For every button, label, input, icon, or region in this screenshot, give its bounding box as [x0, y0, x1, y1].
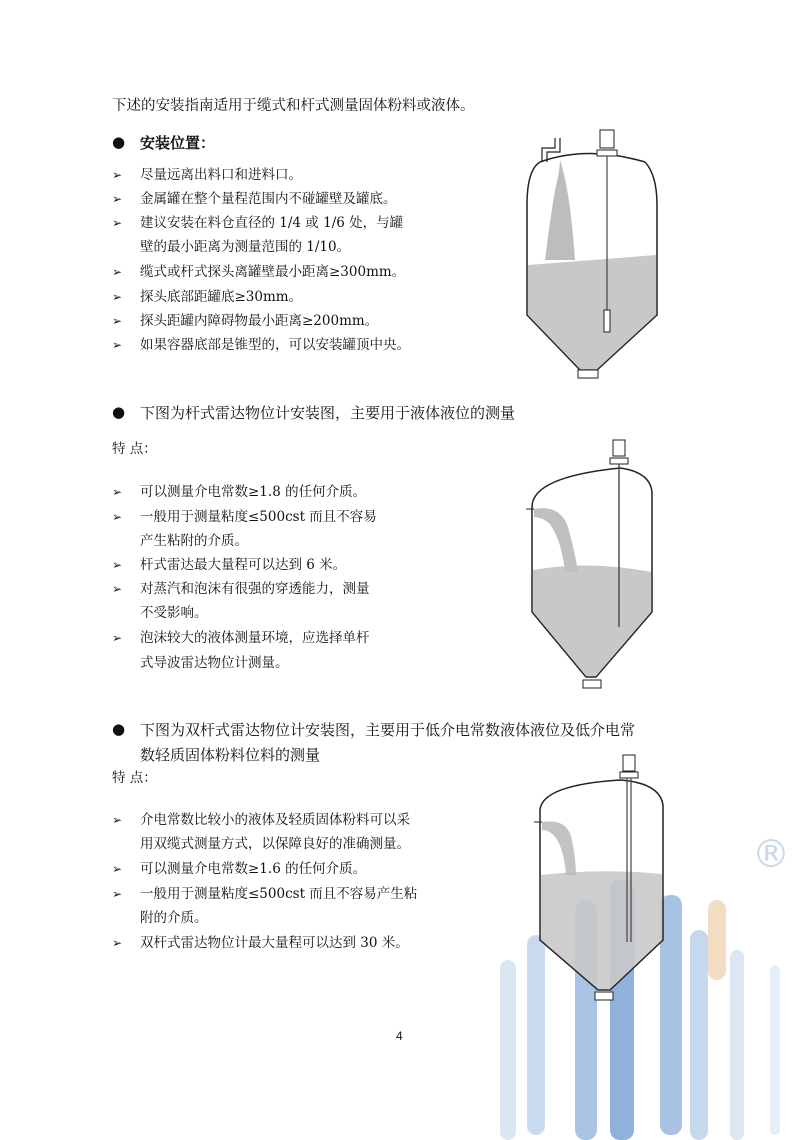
tank-diagram-solids	[515, 120, 665, 390]
list-item: 泡沫较大的液体测量环境，应选择单杆	[140, 630, 370, 646]
list-item: 用双缆式测量方式，以保障良好的准确测量。	[140, 836, 410, 852]
list-item: 杆式雷达最大量程可以达到 6 米。	[140, 557, 347, 573]
arrow-bullet-icon: ➢	[112, 631, 123, 645]
list-item: 壁的最小距离为测量范围的 1/10。	[140, 239, 351, 255]
arrow-bullet-icon: ➢	[112, 265, 123, 279]
list-item: 探头底部距罐底≥30mm。	[140, 289, 303, 305]
arrow-bullet-icon: ➢	[112, 216, 123, 230]
arrow-bullet-icon: ➢	[112, 887, 123, 901]
list-item: 缆式或杆式探头离罐壁最小距离≥300mm。	[140, 264, 406, 280]
bullet-icon: ●	[112, 403, 126, 421]
arrow-bullet-icon: ➢	[112, 862, 123, 876]
list-item: 对蒸汽和泡沫有很强的穿透能力，测量	[140, 581, 370, 597]
section1-heading: 安装位置：	[140, 134, 216, 152]
list-item: 附的介质。	[140, 910, 208, 926]
bullet-icon: ●	[112, 720, 126, 738]
list-item: 探头距罐内障碍物最小距离≥200mm。	[140, 313, 379, 329]
arrow-bullet-icon: ➢	[112, 314, 123, 328]
features-label: 特 点：	[112, 441, 157, 457]
arrow-bullet-icon: ➢	[112, 582, 123, 596]
arrow-bullet-icon: ➢	[112, 290, 123, 304]
tank-diagram-rod-radar	[520, 432, 665, 697]
arrow-bullet-icon: ➢	[112, 338, 123, 352]
page-number: 4	[396, 1029, 403, 1043]
intro-text: 下述的安装指南适用于缆式和杆式测量固体粉料或液体。	[112, 98, 475, 114]
list-item: 介电常数比较小的液体及轻质固体粉料可以采	[140, 812, 410, 828]
arrow-bullet-icon: ➢	[112, 813, 123, 827]
list-item: 可以测量介电常数≥1.6 的任何介质。	[140, 861, 367, 877]
list-item: 双杆式雷达物位计最大量程可以达到 30 米。	[140, 935, 409, 951]
list-item: 如果容器底部是锥型的，可以安装罐顶中央。	[140, 337, 410, 353]
list-item: 一般用于测量粘度≤500cst 而且不容易产生粘	[140, 886, 418, 902]
arrow-bullet-icon: ➢	[112, 168, 123, 182]
arrow-bullet-icon: ➢	[112, 485, 123, 499]
list-item: 不受影响。	[140, 605, 208, 621]
list-item: 产生粘附的介质。	[140, 533, 248, 549]
arrow-bullet-icon: ➢	[112, 510, 123, 524]
arrow-bullet-icon: ➢	[112, 192, 123, 206]
list-item: 一般用于测量粘度≤500cst 而且不容易	[140, 509, 377, 525]
section3-heading-line1: 下图为双杆式雷达物位计安装图，主要用于低介电常数液体液位及低介电常	[140, 721, 636, 739]
section3-heading-line2: 数轻质固体粉料位料的测量	[140, 746, 321, 764]
list-item: 建议安装在料仓直径的 1/4 或 1/6 处，与罐	[140, 215, 404, 231]
list-item: 金属罐在整个量程范围内不碰罐壁及罐底。	[140, 191, 397, 207]
list-item: 式导波雷达物位计测量。	[140, 655, 289, 671]
bullet-icon: ●	[112, 133, 126, 151]
registered-mark: ®	[752, 832, 790, 876]
tank-diagram-dual-rod-radar	[530, 750, 675, 1010]
list-item: 可以测量介电常数≥1.8 的任何介质。	[140, 484, 367, 500]
features-label: 特 点：	[112, 770, 157, 786]
arrow-bullet-icon: ➢	[112, 558, 123, 572]
section2-heading: 下图为杆式雷达物位计安装图，主要用于液体液位的测量	[140, 404, 516, 422]
arrow-bullet-icon: ➢	[112, 936, 123, 950]
list-item: 尽量远离出料口和进料口。	[140, 167, 302, 183]
